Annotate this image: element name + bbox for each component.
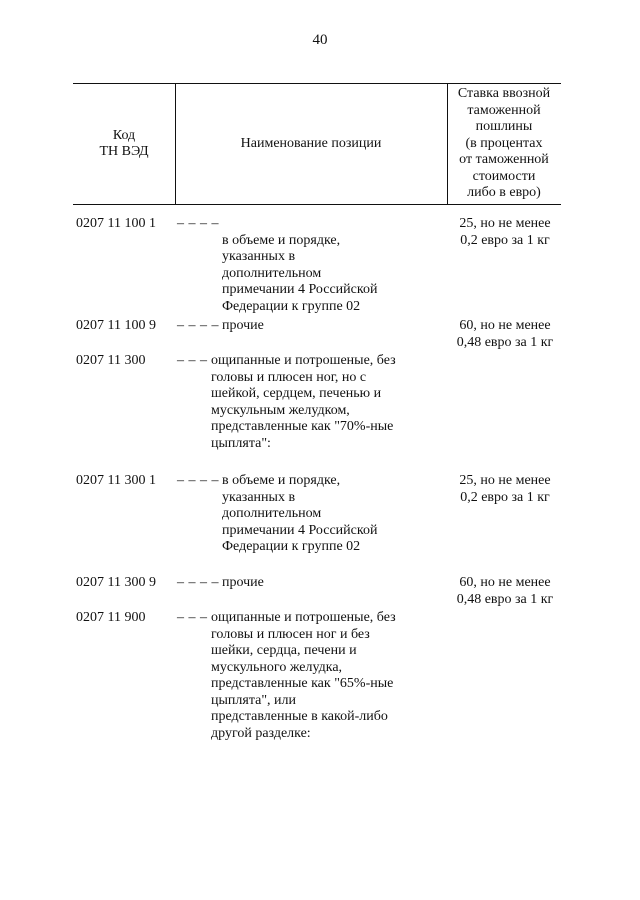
row-rate: 25, но не менее 0,2 евро за 1 кг (459, 216, 551, 248)
row-code: 0207 11 300 1 (76, 473, 156, 488)
row-description (222, 216, 377, 315)
row-description: ощипанные и потрошеные, без головы и плюсен ног и без шейки, сердца, печени и мускульного желудка, представленные как "65%-ные цыплята", или представленные в какой-либо другой разделке: (211, 610, 396, 741)
row-rate: 25, но не менее 0,2 евро за 1 кг (459, 473, 551, 505)
header-code-label: Код ТН ВЭД (99, 127, 149, 159)
header-name-label: Наименование позиции (240, 135, 382, 151)
header-code-cell (73, 84, 175, 204)
row-dashes: – – – (177, 353, 208, 368)
row-code: 0207 11 100 1 (76, 216, 156, 231)
row-rate: 60, но не менее 0,48 евро за 1 кг (456, 318, 554, 350)
row-description: прочие (222, 575, 264, 590)
row-code: 0207 11 300 9 (76, 575, 156, 590)
row-rate: 60, но не менее 0,48 евро за 1 кг (456, 575, 554, 607)
page-number: 40 (312, 32, 328, 48)
row-description: в объеме и порядке, указанных в дополнительном примечании 4 Российской Федерации к группе 02 (222, 473, 378, 554)
row-code: 0207 11 300 (76, 353, 146, 368)
row-description: ощипанные и потрошеные, без головы и плюсен ног, но с шейкой, сердцем, печенью и мускульным желудком, представленные как "70%-ные цыплята": (211, 353, 396, 451)
row-code: 0207 11 100 9 (76, 318, 156, 333)
header-rate-label: Ставка ввозной таможенной пошлины (в процентах от таможенной стоимости либо в евро) (457, 86, 551, 201)
header-name-cell (175, 84, 447, 204)
row-dashes: – – – – (177, 216, 219, 231)
row-code: 0207 11 900 (76, 610, 146, 625)
row-description: прочие (222, 318, 264, 333)
row-description-text: в объеме и порядке, указанных в дополнительном примечании 4 Российской Федерации к группе 02 (222, 232, 378, 314)
row-dashes: – – – – (177, 318, 219, 333)
row-dashes: – – – (177, 610, 208, 625)
row-dashes: – – – – (177, 575, 219, 590)
row-dashes: – – – – (177, 473, 219, 488)
table-header (73, 83, 561, 205)
header-rate-cell (447, 84, 561, 204)
